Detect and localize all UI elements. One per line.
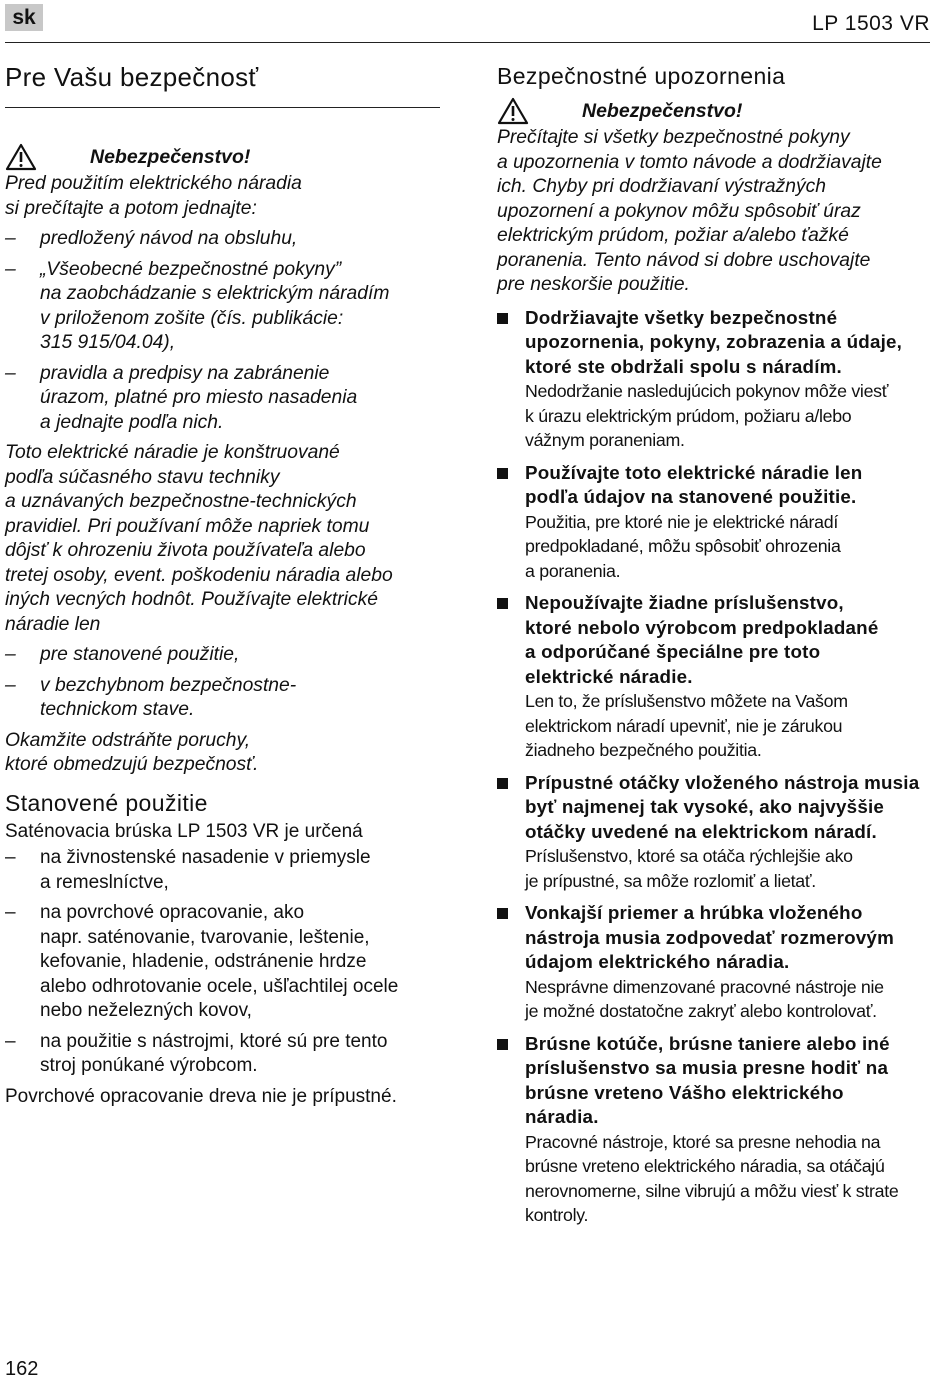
danger-warning [5, 142, 440, 172]
text-line: úrazom, platné pro miesto nasadenia [40, 387, 358, 408]
dash-item [5, 258, 440, 356]
text-line: predpokladané, môžu spôsobiť ohrozenia [525, 536, 841, 556]
dash-item [5, 227, 440, 252]
danger-warning [497, 96, 932, 126]
bullet-item [497, 1032, 932, 1228]
bullet-item [497, 306, 932, 453]
text-line: alebo odhrotovanie ocele, ušľachtilej ocele [40, 975, 399, 997]
dash-list-3 [5, 846, 440, 1079]
text-line: vážnym poraneniam. [525, 430, 685, 450]
text-line: v bezchybnom bezpečnostne- [40, 674, 297, 696]
text-line: je prípustné, sa môže rozlomiť a lietať. [525, 870, 816, 891]
paragraph [5, 441, 440, 637]
bullet-item [497, 771, 932, 894]
text-line: iných vecných hodnôt. Používajte elektrické [5, 589, 378, 610]
text-line: elektrické náradie. [525, 665, 693, 687]
text-line: upozornenia, pokyny, zobrazenia a údaje, [525, 331, 903, 352]
dash-marker: – [5, 258, 16, 280]
text-line: Príslušenstvo, ktoré sa otáča rýchlejšie ako [525, 846, 853, 866]
text-line: Dodržiavajte všetky bezpečnostné [525, 306, 838, 328]
text-line: a uznávaných bezpečnostne-technických [5, 491, 357, 512]
text-line: Nedodržanie nasledujúcich pokynov môže viesť [525, 381, 889, 401]
bullet-list [497, 306, 932, 1228]
text-line: Okamžite odstráňte poruchy, [5, 729, 251, 751]
text-line: Toto elektrické náradie je konštruované [5, 442, 340, 463]
text-line: predložený návod na obsluhu, [40, 228, 298, 249]
dash-marker: – [5, 644, 16, 665]
dash-item [5, 362, 440, 436]
text-line: a odporúčané špeciálne pre toto [525, 641, 821, 662]
section-title-intended-use: Stanovené použitie [5, 789, 208, 816]
text-line: Použitia, pre ktoré nie je elektrické náradí [525, 511, 838, 532]
text-line: byť najmenej tak vysoké, ako najvyššie [525, 796, 885, 817]
text-line: údajom elektrického náradia. [525, 951, 790, 972]
square-bullet-icon [497, 908, 508, 919]
dash-item [5, 674, 440, 723]
text-line: podľa súčasného stavu techniky [5, 466, 280, 488]
text-line: napr. saténovanie, tvarovanie, leštenie, [40, 926, 370, 948]
text-line: Vonkajší priemer a hrúbka vloženého [525, 902, 863, 923]
section-title-safety-notes: Bezpečnostné upozornenia [497, 63, 786, 89]
text-line: Len to, že príslušenstvo môžete na Vašom [525, 691, 848, 711]
bullet-item [497, 901, 932, 1024]
text-line: a jednajte podľa nich. [40, 411, 224, 433]
page-number: 162 [5, 1358, 39, 1380]
text-line: dôjsť k ohrozeniu života používateľa alebo [5, 540, 366, 561]
text-line: pre stanovené použitie, [40, 644, 240, 665]
left-column [5, 60, 440, 1109]
intro-text [5, 172, 440, 221]
text-line: nerovnomerne, silne vibrujú a môžu viesť k strate [525, 1180, 899, 1201]
text-line: pre neskoršie použitie. [497, 274, 690, 295]
text-line: pravidla a predpisy na zabránenie [40, 362, 330, 384]
dash-marker: – [5, 1030, 16, 1052]
dash-item [5, 901, 440, 1024]
warning-triangle-icon [497, 97, 529, 125]
square-bullet-icon [497, 1039, 508, 1050]
square-bullet-icon [497, 313, 508, 324]
text-line: brúsne vreteno elektrického náradia, sa otáčajú [525, 1156, 885, 1176]
square-bullet-icon [497, 598, 508, 609]
bullet-item [497, 461, 932, 584]
text-line: k úrazu elektrickým prúdom, požiaru a/lebo [525, 405, 852, 426]
text-line: je možné dostatočne zakryť alebo kontrolovať. [525, 1001, 877, 1021]
intended-use-intro: Saténovacia brúska LP 1503 VR je určená [5, 820, 363, 842]
text-line: Nesprávne dimenzované pracovné nástroje nie [525, 976, 884, 997]
text-line: Brúsne kotúče, brúsne taniere alebo iné [525, 1032, 890, 1054]
warning-label: Nebezpečenstvo! [90, 145, 251, 168]
text-line: na živnostenské nasadenie v priemysle [40, 847, 371, 868]
text-line: náradia. [525, 1106, 599, 1127]
text-line: Nepoužívajte žiadne príslušenstvo, [525, 592, 844, 613]
header-rule [5, 42, 930, 43]
dash-marker: – [5, 674, 16, 696]
intro-text [497, 126, 932, 298]
text-line: na povrchové opracovanie, ako [40, 902, 305, 923]
text-line: podľa údajov na stanovené použitie. [525, 486, 857, 507]
section-title-safety: Pre Vašu bezpečnosť [5, 60, 440, 108]
text-line: otáčky uvedené na elektrickom náradí. [525, 820, 877, 842]
text-line: kefovanie, hladenie, odstránenie hrdze [40, 951, 367, 972]
text-line: elektrickým prúdom, požiar a/alebo ťažké [497, 225, 849, 246]
dash-list-2 [5, 643, 440, 723]
text-line: príslušenstvo sa musia presne hodiť na [525, 1057, 889, 1078]
right-column [497, 60, 932, 1228]
square-bullet-icon [497, 468, 508, 479]
warning-triangle-icon [5, 143, 37, 171]
bullet-item [497, 591, 932, 763]
text-line: ich. Chyby pri dodržiavaní výstražných [497, 176, 826, 197]
dash-item [5, 846, 440, 895]
text-line: Prípustné otáčky vloženého nástroja musia [525, 771, 920, 793]
text-line: technickom stave. [40, 699, 195, 720]
text-line: nebo neželezných kovov, [40, 1000, 252, 1021]
text-line: si prečítajte a potom jednajte: [5, 197, 257, 219]
text-line: náradie len [5, 613, 101, 635]
model-name: LP 1503 VR [812, 12, 930, 35]
text-line: 315 915/04.04), [40, 332, 176, 353]
text-line: poranenia. Tento návod si dobre uschovajte [497, 249, 871, 271]
intended-use-outro: Povrchové opracovanie dreva nie je prípustné. [5, 1085, 397, 1107]
text-line: Pracovné nástroje, ktoré sa presne nehodia na [525, 1131, 881, 1152]
dash-list-1 [5, 227, 440, 435]
text-line: nástroja musia zodpovedať rozmerovým [525, 926, 894, 948]
dash-marker: – [5, 362, 16, 384]
text-line: Prečítajte si všetky bezpečnostné pokyny [497, 127, 850, 148]
text-line: brúsne vreteno Vášho elektrického [525, 1081, 844, 1103]
language-tab: sk [5, 4, 43, 31]
text-line: pravidiel. Pri používaní môže napriek tomu [5, 515, 370, 537]
text-line: a remeslníctve, [40, 871, 169, 893]
text-line: ktoré ste obdržali spolu s náradím. [525, 355, 842, 377]
warning-label: Nebezpečenstvo! [582, 99, 743, 122]
text-line: stroj ponúkané výrobcom. [40, 1055, 258, 1076]
text-line: a upozornenia v tomto návode a dodržiavajte [497, 151, 882, 173]
text-line: elektrickom náradí upevniť, nie je zárukou [525, 715, 843, 736]
text-line: na použitie s nástrojmi, ktoré sú pre tento [40, 1030, 388, 1052]
text-line: Pred použitím elektrického náradia [5, 173, 302, 194]
paragraph [5, 729, 440, 778]
dash-marker: – [5, 902, 16, 923]
dash-item [5, 1030, 440, 1079]
dash-marker: – [5, 847, 16, 868]
text-line: kontroly. [525, 1205, 589, 1225]
text-line: tretej osoby, event. poškodeniu náradia alebo [5, 564, 393, 586]
text-line: žiadneho bezpečného použitia. [525, 740, 762, 760]
text-line: upozornení a pokynov môžu spôsobiť úraz [497, 200, 861, 222]
text-line: „Všeobecné bezpečnostné pokyny” [40, 258, 342, 280]
dash-marker: – [5, 228, 16, 249]
text-line: na zaobchádzanie s elektrickým náradím [40, 283, 390, 304]
text-line: ktoré obmedzujú bezpečnosť. [5, 754, 259, 775]
square-bullet-icon [497, 778, 508, 789]
text-line: Používajte toto elektrické náradie len [525, 461, 863, 483]
text-line: a poranenia. [525, 560, 621, 581]
text-line: v priloženom zošite (čís. publikácie: [40, 307, 344, 329]
dash-item [5, 643, 440, 668]
text-line: ktoré nebolo výrobcom predpokladané [525, 616, 879, 638]
